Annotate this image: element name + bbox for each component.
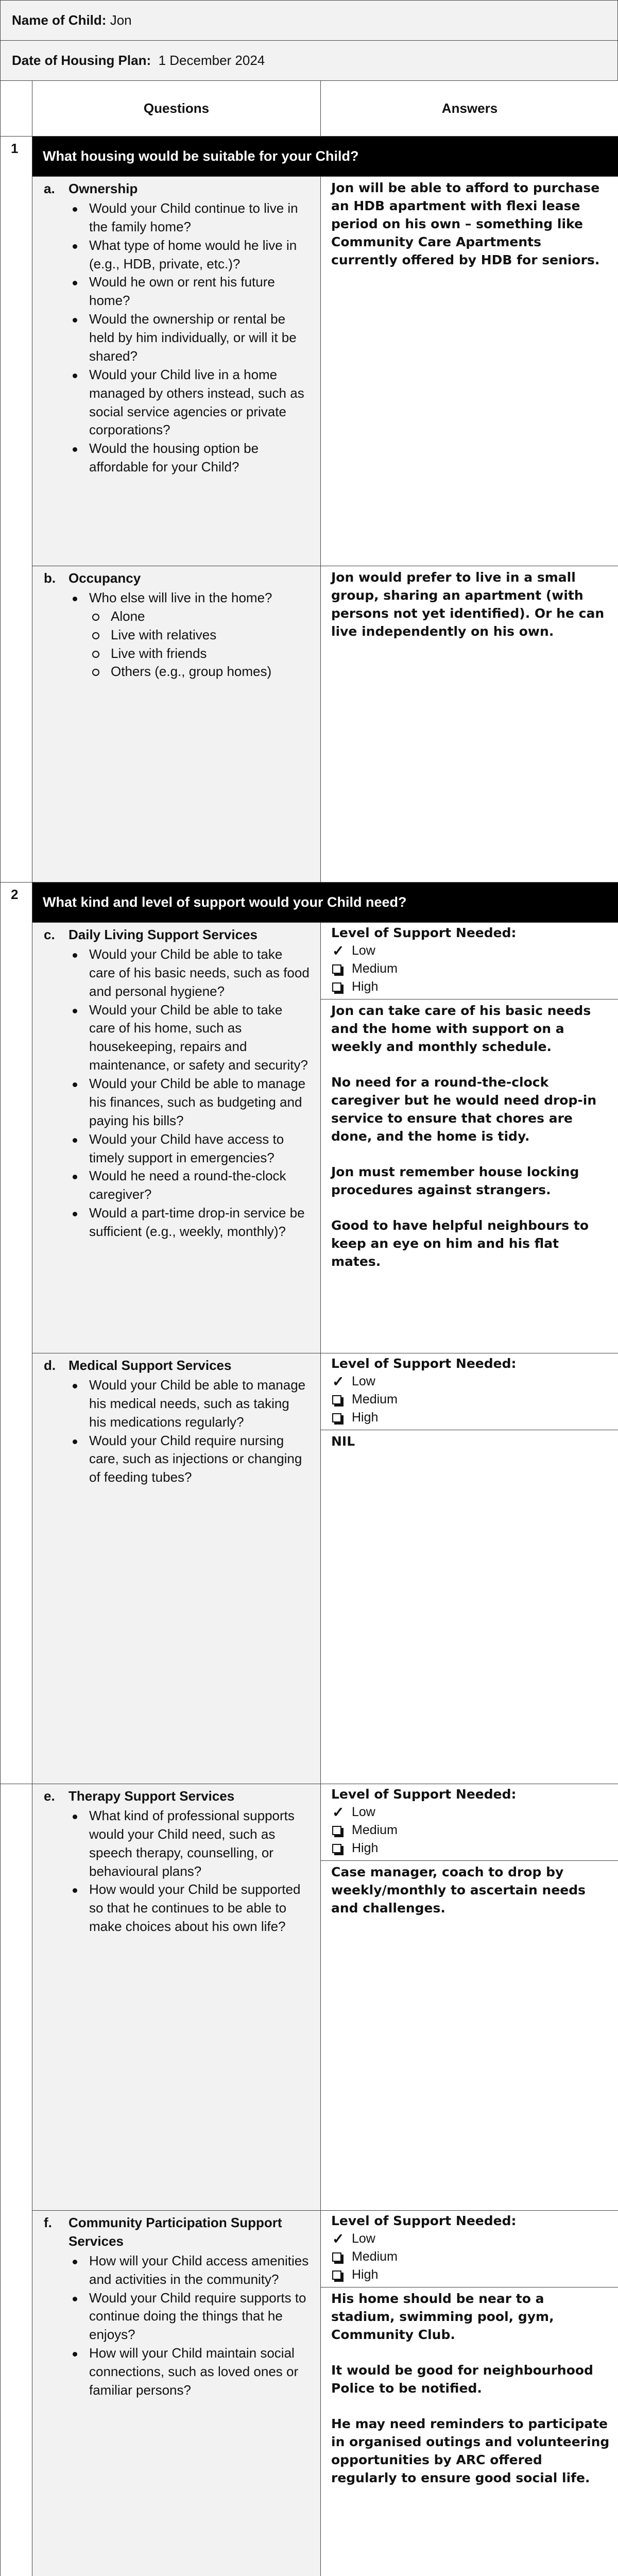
checkbox-empty-icon — [332, 1395, 341, 1404]
occupancy-options — [89, 607, 310, 682]
question-bullet: Would a part-time drop-in service be sufficient (e.g., weekly, monthly)? — [68, 1204, 310, 1241]
level-option-high[interactable] — [331, 1839, 610, 1857]
level-option-label: High — [352, 1841, 379, 1855]
checkbox-empty-icon — [332, 1826, 341, 1835]
question-bullet: Would the housing option be affordable for your Child? — [68, 439, 310, 477]
question-bullet-list — [68, 2252, 310, 2400]
question-title — [44, 926, 310, 944]
level-option-label: Medium — [352, 2249, 398, 2264]
question-bullet: What kind of professional supports would your Child need, such as speech therapy, counselling, or behavioural plans? — [68, 1807, 310, 1881]
level-option-label: Medium — [352, 961, 398, 976]
level-option-medium[interactable] — [331, 960, 610, 978]
level-option-label: Low — [352, 943, 375, 958]
question-title — [44, 1787, 310, 1806]
questions-column-head: Questions — [32, 81, 321, 137]
question-letter: b. — [44, 570, 56, 586]
support-level-selector — [321, 2211, 618, 2287]
question-bullet: Would your Child continue to live in the family home? — [68, 199, 310, 236]
question-title-text: Therapy Support Services — [68, 1788, 235, 1804]
question-title-text: Ownership — [68, 181, 138, 196]
level-option-label: Low — [352, 1374, 375, 1388]
occupancy-option: Alone — [89, 607, 310, 626]
level-option-low[interactable] — [331, 1372, 610, 1391]
support-level-label: Level of Support Needed: — [331, 1787, 517, 1802]
checkbox-empty-icon — [332, 2270, 341, 2280]
level-option-label: Medium — [352, 1823, 398, 1837]
question-bullet: How would your Child be supported so that he continues to be able to make choices about his own life? — [68, 1880, 310, 1936]
section-heading: What housing would be suitable for your Child? — [32, 137, 618, 177]
number-cell-empty — [1, 1784, 32, 2576]
question-title-text: Daily Living Support Services — [68, 927, 258, 942]
answer-medical — [321, 1353, 618, 1784]
question-bullet-list — [68, 589, 310, 607]
question-title — [44, 1357, 310, 1375]
occupancy-option: Others (e.g., group homes) — [89, 663, 310, 681]
answer-paragraph: Jon would prefer to live in a small group, sharing an apartment (with persons not yet identified). Or he can live independently on his own. — [331, 570, 605, 639]
section-heading: What kind and level of support would your Child need? — [32, 883, 618, 923]
support-level-selector — [321, 1353, 618, 1430]
section-number: 1 — [1, 137, 32, 883]
question-bullet: Would your Child be able to manage his finances, such as budgeting and paying his bills? — [68, 1075, 310, 1130]
checkbox-empty-icon — [332, 982, 341, 992]
number-column-head — [1, 81, 32, 137]
level-option-label: Low — [352, 1805, 375, 1819]
housing-plan-table — [0, 80, 618, 2576]
question-bullet: Would your Child have access to timely support in emergencies? — [68, 1130, 310, 1167]
question-bullet: Would your Child be able to take care of his basic needs, such as food and personal hygiene? — [68, 945, 310, 1001]
question-bullet-list — [68, 1807, 310, 1936]
checkmark-icon: ✓ — [332, 2230, 345, 2247]
level-option-low[interactable] — [331, 2230, 610, 2248]
answer-paragraph: Jon will be able to afford to purchase an HDB apartment with flexi lease period on his own – something like Community Care Apartments currently offered by HDB for seniors. — [331, 180, 600, 267]
section-number: 2 — [1, 883, 32, 1784]
answer-paragraph: Good to have helpful neighbours to keep an eye on him and his flat mates. — [331, 1218, 589, 1269]
question-occupancy — [32, 566, 321, 883]
question-community-participation — [32, 2211, 321, 2576]
checkbox-empty-icon — [332, 2252, 341, 2262]
occupancy-option: Live with friends — [89, 645, 310, 663]
checkbox-empty-icon — [332, 1413, 341, 1422]
question-bullet-list — [68, 945, 310, 1241]
answer-paragraph: It would be good for neighbourhood Police to be notified. — [331, 2363, 593, 2396]
level-option-medium[interactable] — [331, 2248, 610, 2266]
question-letter: c. — [44, 927, 55, 942]
question-title-text: Medical Support Services — [68, 1358, 232, 1373]
question-title — [44, 180, 310, 198]
level-option-label: High — [352, 2267, 379, 2282]
question-bullet: Would he need a round-the-clock caregiver? — [68, 1167, 310, 1204]
answer-paragraph: Jon must remember house locking procedures against strangers. — [331, 1164, 579, 1197]
occupancy-option: Live with relatives — [89, 626, 310, 645]
question-letter: d. — [44, 1358, 56, 1373]
answer-paragraph: His home should be near to a stadium, swimming pool, gym, Community Club. — [331, 2291, 554, 2342]
question-daily-living — [32, 923, 321, 1353]
question-bullet: How will your Child maintain social connections, such as loved ones or familiar persons? — [68, 2344, 310, 2400]
question-bullet: Would your Child require nursing care, such as injections or changing of feeding tubes? — [68, 1432, 310, 1487]
checkbox-empty-icon — [332, 964, 341, 974]
child-name-value: Jon — [110, 12, 132, 28]
answer-therapy — [321, 1784, 618, 2211]
question-bullet-list — [68, 199, 310, 477]
level-option-label: High — [352, 979, 379, 994]
checkmark-icon: ✓ — [332, 1804, 345, 1820]
level-option-low[interactable] — [331, 942, 610, 960]
support-level-selector — [321, 923, 618, 999]
level-option-label: Medium — [352, 1392, 398, 1406]
level-option-high[interactable] — [331, 1409, 610, 1427]
answer-text — [321, 1861, 618, 1922]
question-ownership — [32, 177, 321, 566]
question-medical — [32, 1353, 321, 1784]
checkmark-icon: ✓ — [332, 1373, 345, 1389]
answer-community-participation — [321, 2211, 618, 2576]
level-option-medium[interactable] — [331, 1391, 610, 1409]
question-bullet: What type of home would he live in (e.g., HDB, private, etc.)? — [68, 236, 310, 274]
question-letter: e. — [44, 1788, 55, 1804]
level-option-high[interactable] — [331, 2266, 610, 2284]
answer-text — [321, 999, 618, 1276]
support-level-label: Level of Support Needed: — [331, 2213, 517, 2228]
child-name-row — [0, 0, 618, 40]
question-title — [44, 569, 310, 588]
question-bullet: Who else will live in the home? — [68, 589, 310, 607]
child-name-label: Name of Child: — [12, 12, 107, 28]
plan-date-value: 1 December 2024 — [158, 52, 265, 68]
plan-date-row — [0, 40, 618, 80]
question-title-text: Occupancy — [68, 570, 141, 586]
answers-column-head: Answers — [321, 81, 618, 137]
checkmark-icon: ✓ — [332, 942, 345, 959]
answer-daily-living — [321, 923, 618, 1353]
question-letter: a. — [44, 181, 55, 196]
level-option-label: High — [352, 1410, 379, 1425]
answer-ownership — [321, 177, 618, 566]
answer-paragraph: He may need reminders to participate in organised outings and volunteering opportunities by ARC offered regularly to ensure good social life. — [331, 2416, 610, 2485]
level-option-medium[interactable] — [331, 1821, 610, 1839]
question-title-text: Community Participation Support Services — [68, 2215, 282, 2249]
answer-paragraph: Jon can take care of his basic needs and the home with support on a weekly and monthly schedule. — [331, 1003, 591, 1054]
question-bullet: Would your Child require supports to continue doing the things that he enjoys? — [68, 2289, 310, 2345]
question-bullet: Would he own or rent his future home? — [68, 273, 310, 310]
answer-paragraph: Case manager, coach to drop by weekly/monthly to ascertain needs and challenges. — [331, 1865, 586, 1916]
answer-occupancy — [321, 566, 618, 883]
question-bullet: Would your Child be able to manage his medical needs, such as taking his medications regularly? — [68, 1376, 310, 1432]
support-level-label: Level of Support Needed: — [331, 925, 517, 940]
answer-text — [321, 1430, 618, 1455]
question-bullet: How will your Child access amenities and activities in the community? — [68, 2252, 310, 2289]
question-bullet: Would your Child live in a home managed by others instead, such as social service agencies or private corporations? — [68, 366, 310, 440]
support-level-selector — [321, 1784, 618, 1861]
plan-date-label: Date of Housing Plan: — [12, 52, 151, 68]
answer-text — [321, 2287, 618, 2492]
question-therapy — [32, 1784, 321, 2211]
answer-paragraph: No need for a round-the-clock caregiver but he would need drop-in service to ensure that chores are done, and the home is tidy. — [331, 1075, 597, 1144]
checkbox-empty-icon — [332, 1844, 341, 1853]
question-bullet: Would the ownership or rental be held by him individually, or will it be shared? — [68, 310, 310, 366]
answer-paragraph: NIL — [331, 1434, 355, 1449]
level-option-high[interactable] — [331, 978, 610, 996]
question-bullet: Would your Child be able to take care of his home, such as housekeeping, repairs and maintenance, or safety and security? — [68, 1001, 310, 1075]
question-letter: f. — [44, 2215, 52, 2230]
level-option-low[interactable] — [331, 1803, 610, 1821]
support-level-label: Level of Support Needed: — [331, 1356, 517, 1371]
level-option-label: Low — [352, 2231, 375, 2246]
question-bullet-list — [68, 1376, 310, 1487]
question-title — [44, 2214, 310, 2251]
